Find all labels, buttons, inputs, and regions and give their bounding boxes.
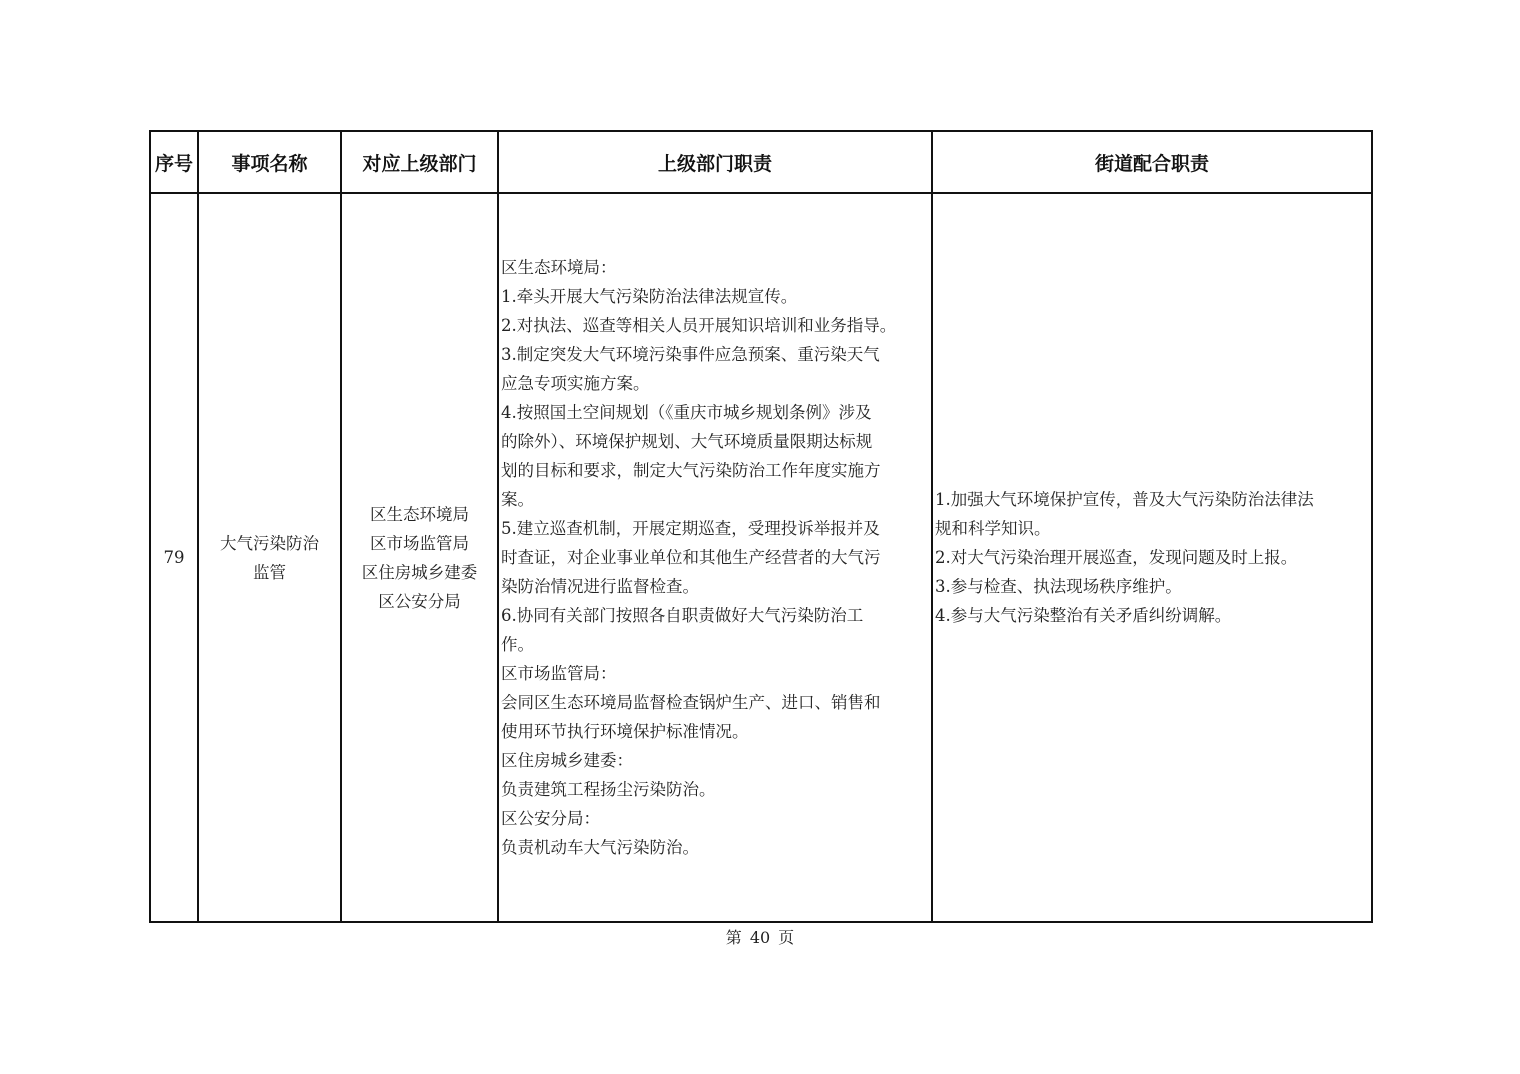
street-duty-line: 3.参与检查、执法现场秩序维护。 <box>935 577 1182 596</box>
duty-table <box>149 130 1373 923</box>
header-number: 序号 <box>150 131 198 193</box>
upper-duty-line: 区生态环境局： <box>501 258 617 277</box>
street-duty-line: 4.参与大气污染整治有关矛盾纠纷调解。 <box>935 606 1232 625</box>
upper-duty-line: 应急专项实施方案。 <box>501 374 650 393</box>
department-cell <box>341 193 498 922</box>
street-duty-line: 1.加强大气环境保护宣传，普及大气污染防治法律法 <box>935 490 1314 509</box>
department-line: 区公安分局 <box>378 591 461 611</box>
row-number <box>150 193 198 922</box>
upper-duties-text <box>499 253 931 862</box>
street-duties-text <box>933 485 1371 630</box>
upper-duty-line: 2.对执法、巡查等相关人员开展知识培训和业务指导。 <box>501 316 897 335</box>
upper-duty-line: 的除外）、环境保护规划、大气环境质量限期达标规 <box>501 432 873 451</box>
upper-duty-line: 时查证，对企业事业单位和其他生产经营者的大气污 <box>501 548 881 567</box>
department-line: 区市场监管局 <box>370 533 469 553</box>
upper-duty-line: 负责机动车大气污染防治。 <box>501 838 699 857</box>
upper-duty-line: 使用环节执行环境保护标准情况。 <box>501 722 749 741</box>
upper-duty-line: 6.协同有关部门按照各自职责做好大气污染防治工 <box>501 606 864 625</box>
header-item-name: 事项名称 <box>198 131 341 193</box>
page-value: 40 <box>749 928 771 947</box>
upper-duty-line: 划的目标和要求，制定大气污染防治工作年度实施方 <box>501 461 881 480</box>
upper-duty-line: 负责建筑工程扬尘污染防治。 <box>501 780 716 799</box>
upper-duty-line: 案。 <box>501 490 534 509</box>
street-duty-line: 2.对大气污染治理开展巡查，发现问题及时上报。 <box>935 548 1298 567</box>
street-duties-cell <box>932 193 1372 922</box>
upper-duty-line: 3.制定突发大气环境污染事件应急预案、重污染天气 <box>501 345 880 364</box>
item-name-line: 大气污染防治 <box>220 533 319 553</box>
department-line: 区生态环境局 <box>370 504 469 524</box>
upper-duty-line: 区住房城乡建委： <box>501 751 633 770</box>
upper-duty-line: 4.按照国土空间规划（《重庆市城乡规划条例》涉及 <box>501 403 872 422</box>
page-prefix: 第 <box>725 928 742 947</box>
department-line: 区住房城乡建委 <box>361 562 478 582</box>
header-row <box>150 131 1372 193</box>
upper-duty-line: 作。 <box>501 635 534 654</box>
row-number-value: 79 <box>163 548 185 567</box>
upper-duty-line: 会同区生态环境局监督检查锅炉生产、进口、销售和 <box>501 693 881 712</box>
upper-duty-line: 染防治情况进行监督检查。 <box>501 577 699 596</box>
header-upper-duties: 上级部门职责 <box>498 131 932 193</box>
header-street-duties: 街道配合职责 <box>932 131 1372 193</box>
upper-duty-line: 区市场监管局： <box>501 664 617 683</box>
page-suffix: 页 <box>778 928 795 947</box>
upper-duty-line: 5.建立巡查机制，开展定期巡查，受理投诉举报并及 <box>501 519 880 538</box>
item-name-cell <box>198 193 341 922</box>
item-name-line: 监管 <box>253 562 286 582</box>
upper-duties-cell <box>498 193 932 922</box>
page-number <box>0 925 1520 948</box>
upper-duty-line: 区公安分局： <box>501 809 600 828</box>
table-row <box>150 193 1372 922</box>
header-department: 对应上级部门 <box>341 131 498 193</box>
street-duty-line: 规和科学知识。 <box>935 519 1051 538</box>
upper-duty-line: 1.牵头开展大气污染防治法律法规宣传。 <box>501 287 798 306</box>
